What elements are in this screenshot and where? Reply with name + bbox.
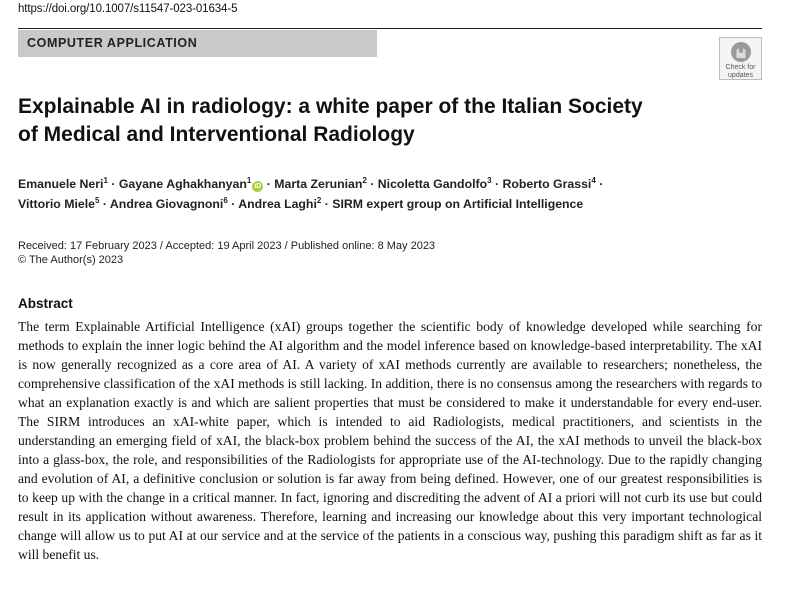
author-affiliation: 5 [94, 196, 100, 205]
author-name[interactable]: Roberto Grassi [502, 177, 592, 191]
author-separator: · [595, 177, 604, 191]
header-rule [18, 28, 762, 29]
author-separator: · [99, 197, 110, 211]
doi-link[interactable]: https://doi.org/10.1007/s11547-023-01634-5 [18, 3, 238, 15]
author-name[interactable]: Gayane Aghakhanyan [118, 177, 247, 191]
received-accepted-published: Received: 17 February 2023 / Accepted: 19 April 2023 / Published online: 8 May 2023 [18, 240, 436, 252]
orcid-icon[interactable]: iD [254, 183, 262, 190]
author-separator: · [366, 177, 378, 191]
author-name[interactable]: Marta Zerunian [274, 177, 363, 191]
author-affiliation: 6 [223, 196, 228, 205]
abstract-heading: Abstract [18, 296, 73, 311]
author-separator: · [107, 177, 119, 191]
article-title-line2: of Medical and Interventional Radiology [18, 123, 415, 146]
abstract-body: The term Explainable Artificial Intelligence (xAI) groups together the scientific body of knowledge developed while searching for methods to explain the inner logic behind the AI algorithm and the model inference based on knowledge-based interpretability. The xAI is now generally recognized as a core area of AI. A variety of xAI methods currently are available to researchers; nonetheless, the comprehensive classification of the xAI methods is still lacking. In addition, there is no consensus among the researchers with regards to what an explanation exactly is and which are salient properties that must be considered to make it understandable for every end-user. The SIRM introduces an xAI-white paper, which is intended to aid Radiologists, medical practitioners, and scientists in the understanding an emerging field of xAI, the black-box problem behind the success of the AI, the xAI methods to unveil the black-box into a glass-box, the role, and responsibilities of the Radiologists for appropriate use of the AI-technology. Due to the rapidly changing and evolution of AI, a definitive conclusion or solution is far away from being defined. However, one of our greatest responsibilities is to keep up with the change in a critical manner. In fact, ignoring and discrediting the advent of AI a priori will not curb its use but could result in its application without awareness. Therefore, learning and increasing our knowledge about this very important technological change will allow us to put AI at our service and at the service of the patients in a conscious way, pushing this paradigm shift as far as it will benefit us. [18, 319, 762, 562]
author-name[interactable]: Vittorio Miele [18, 197, 95, 211]
check-for-updates-button[interactable] [719, 37, 762, 80]
publication-dates [18, 239, 435, 267]
author-affiliation: 3 [487, 176, 492, 185]
article-title [18, 93, 718, 149]
author-name[interactable]: Andrea Laghi [238, 197, 317, 211]
author-affiliation: 2 [316, 196, 322, 205]
copyright-line: © The Author(s) 2023 [18, 254, 124, 266]
author-separator: · [321, 197, 333, 211]
author-separator: · [227, 197, 239, 211]
author-affiliation: 1 [246, 176, 252, 185]
check-updates-line2: updates [728, 71, 753, 79]
section-label: COMPUTER APPLICATION [18, 30, 377, 57]
check-updates-line1: Check for [725, 64, 756, 71]
author-affiliation: 2 [362, 176, 367, 185]
author-name[interactable]: Andrea Giovagnoni [109, 197, 224, 211]
check-updates-icon [730, 41, 752, 63]
author-separator: · [491, 177, 503, 191]
article-title-line1: Explainable AI in radiology: a white paper of the Italian Society [18, 95, 643, 118]
author-name[interactable]: Nicoletta Gandolfo [377, 177, 488, 191]
author-separator: · [263, 177, 275, 191]
author-name[interactable]: Emanuele Neri [18, 177, 104, 191]
author-name[interactable]: SIRM expert group on Artificial Intelligence [332, 197, 584, 211]
author-affiliation: 4 [591, 176, 596, 185]
author-list [18, 174, 738, 214]
author-affiliation: 1 [103, 176, 108, 185]
